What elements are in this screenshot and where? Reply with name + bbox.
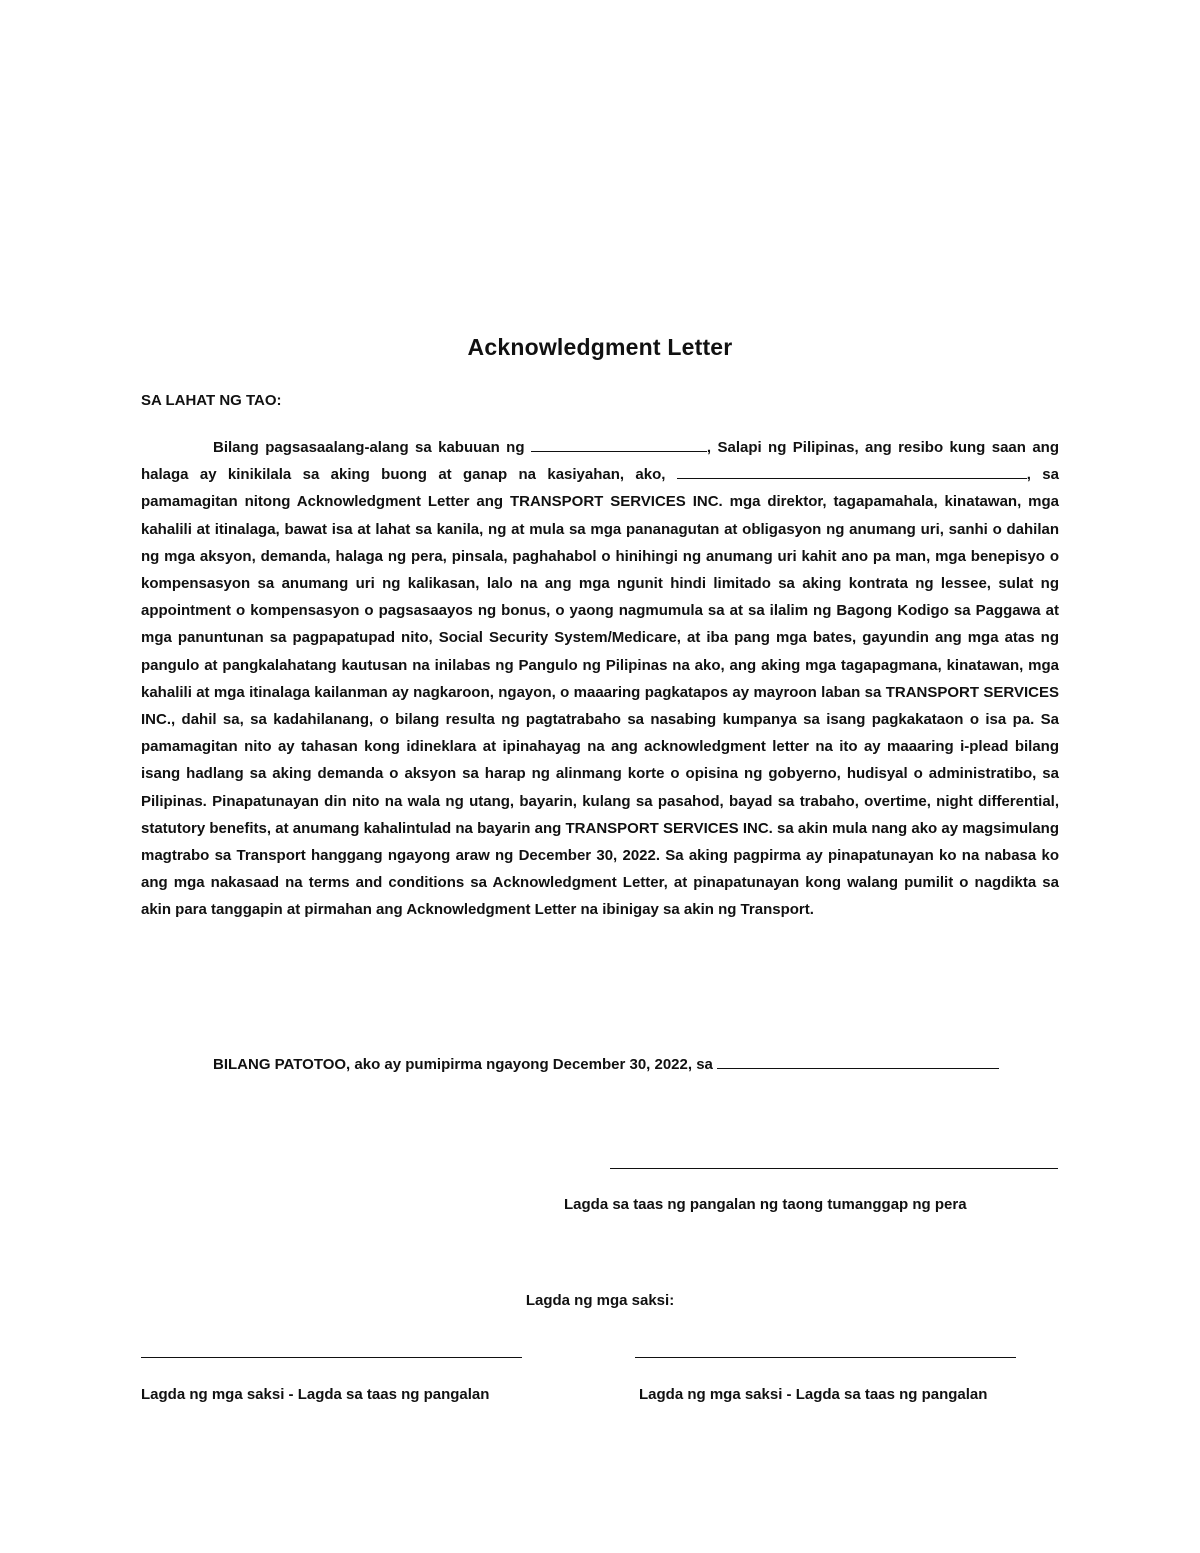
witness-signature-line-1 (141, 1357, 522, 1358)
place-blank-line (717, 1054, 999, 1069)
salutation: SA LAHAT NG TAO: (141, 392, 282, 409)
attestation-text: BILANG PATOTOO, ako ay pumipirma ngayong December 30, 2022, sa (213, 1056, 718, 1073)
amount-blank-line (531, 437, 707, 452)
body-text-part-3: , sa pamamagitan nitong Acknowledgment Letter ang TRANSPORT SERVICES INC. mga direktor, tagapamahala, kinatawan, mga kahalili at itinalaga, bawat isa at lahat sa kanila, ng at mula sa mga pananagutan at obligasyon ng anumang uri, sanhi o dahilan ng mga aksyon, demanda, halaga ng pera, pinsala, paghahabol o hinihingi ng anumang uri kahit ano pa man, mga benepisyo o kompensasyon sa anumang uri ng kalikasan, lalo na ang mga ngunit hindi limitado sa aking kontrata ng lessee, sulat ng appointment o kompensasyon o pagsasaayos ng bonus, o yaong nagmumula sa at sa ilalim ng Bagong Kodigo sa Paggawa at mga panuntunan sa pagpapatupad nito, Social Security System/Medicare, at iba pang mga bates, gayundin ang mga atas ng pangulo at pangkalahatang kautusan na inilabas ng Pangulo ng Pilipinas na ako, ang aking mga tagapagmana, kinatawan, mga kahalili at mga itinalaga kailanman ay nagkaroon, ngayon, o maaaring pagkatapos ay mayroon laban sa TRANSPORT SERVICES INC., dahil sa, sa kadahilanang, o bilang resulta ng pagtatrabaho sa nasabing kumpanya sa isang pagkakataon o isa pa. Sa pamamagitan nito ay tahasan kong idineklara at ipinahayag na ang acknowledgment letter na ito ay maaaring i-plead bilang isang hadlang sa aking demanda o aksyon sa harap ng alinmang korte o opisina ng gobyerno, hudisyal o administratibo, sa Pilipinas. Pinapatunayan din nito na wala ng utang, bayarin, kulang sa pasahod, bayad sa trabaho, overtime, night differential, statutory benefits, at anumang kahalintulad na bayarin ang TRANSPORT SERVICES INC. sa akin mula nang ako ay magsimulang magtrabo sa Transport hanggang ngayong araw ng December 30, 2022. Sa aking pagpirma ay pinapatunayan ko na nabasa ko ang mga nakasaad na terms and conditions sa Acknowledgment Letter, at pinapatunayan kong walang pumilit o nagdikta sa akin para tanggapin at pirmahan ang Acknowledgment Letter na ibinigay sa akin ng Transport. (141, 466, 1059, 919)
document-title: Acknowledgment Letter (467, 334, 733, 360)
attestation-line (213, 1054, 999, 1073)
body-text-part-1: Bilang pagsasaalang-alang sa kabuuan ng (213, 439, 531, 456)
recipient-signature-line (610, 1168, 1058, 1169)
witness-heading: Lagda ng mga saksi: (525, 1292, 675, 1309)
witness-signature-label-1: Lagda ng mga saksi - Lagda sa taas ng pangalan (141, 1386, 490, 1403)
recipient-signature-label: Lagda sa taas ng pangalan ng taong tumanggap ng pera (564, 1196, 967, 1213)
body-paragraph (141, 434, 1059, 924)
name-blank-line (677, 464, 1027, 479)
witness-signature-label-2: Lagda ng mga saksi - Lagda sa taas ng pangalan (639, 1386, 988, 1403)
body-text-part-2: , Salapi ng Pilipinas, ang resibo kung saan ang halaga ay kinikilala sa aking buong at ganap na kasiyahan, ako, (141, 439, 1059, 484)
witness-signature-line-2 (635, 1357, 1016, 1358)
